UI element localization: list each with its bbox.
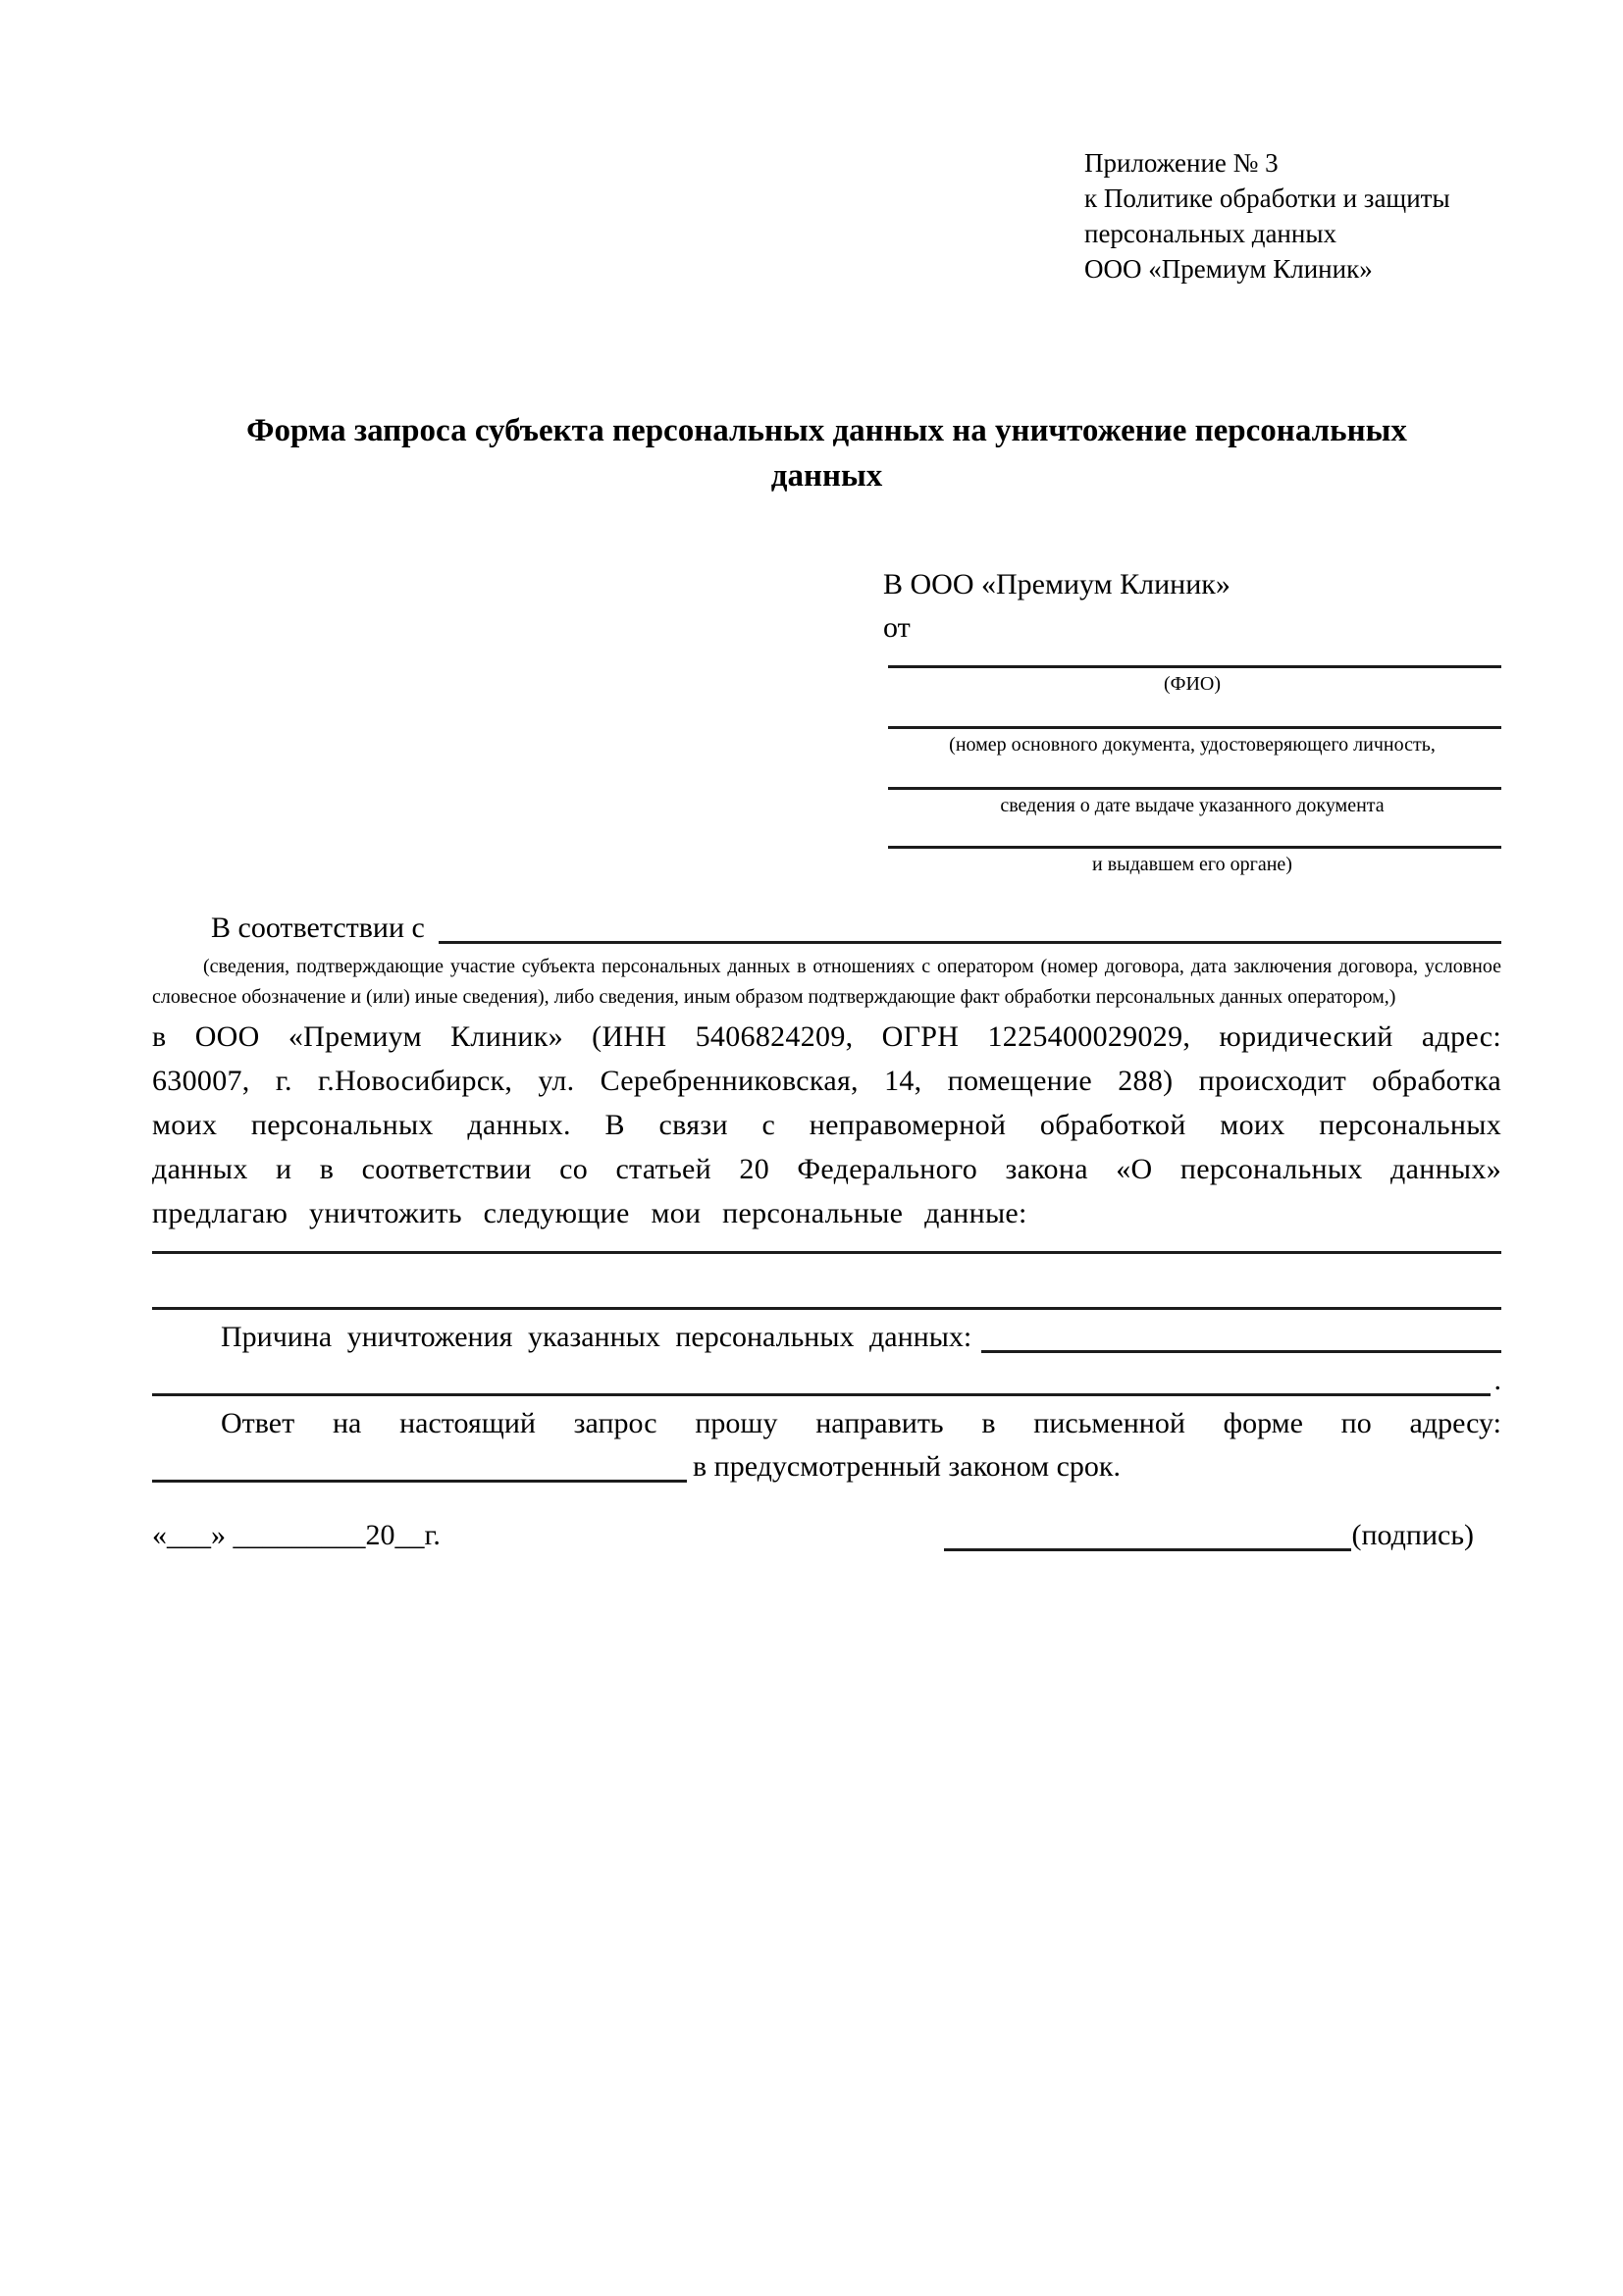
address-fill-line — [152, 1480, 687, 1483]
issuing-authority-field — [883, 818, 1501, 877]
appendix-line-2: к Политике обработки и защиты — [1084, 183, 1450, 213]
fio-field — [883, 650, 1501, 697]
response-sentence: Ответ на настоящий запрос прошу направить в письменной форме по адресу: — [221, 1407, 1501, 1439]
accordance-row — [152, 907, 1501, 950]
issue-date-caption: сведения о дате выдаче указанного документа — [1000, 795, 1385, 816]
response-tail-text: в предусмотренный законом срок. — [693, 1450, 1121, 1483]
sentence-end-period: . — [1493, 1364, 1501, 1396]
signature-group — [944, 1514, 1474, 1557]
accordance-fill-line — [439, 941, 1501, 944]
issue-date-fill-line — [888, 757, 1501, 790]
address-row — [152, 1445, 1501, 1488]
signature-fill-line — [944, 1548, 1351, 1551]
reason-fill-row — [152, 1359, 1501, 1402]
appendix-header — [1084, 145, 1501, 287]
date-signature-row — [152, 1514, 1501, 1557]
issue-date-field — [883, 757, 1501, 818]
recipient-block — [883, 563, 1501, 877]
recipient-organization: В ООО «Премиум Клиник» — [883, 568, 1230, 600]
identity-document-number-fill-line — [888, 697, 1501, 729]
accordance-label: В соответствии с — [211, 912, 425, 944]
appendix-line-3: персональных данных — [1084, 219, 1336, 248]
fio-caption: (ФИО) — [1163, 673, 1221, 695]
identity-document-number-field — [883, 697, 1501, 757]
appendix-line-4: ООО «Премиум Клиник» — [1084, 254, 1373, 284]
signature-caption: (подпись) — [1351, 1519, 1474, 1551]
issuing-authority-caption: и выдавшем его органе) — [1092, 854, 1292, 875]
reason-fill-line-2 — [152, 1393, 1491, 1396]
main-paragraph: в ООО «Премиум Клиник» (ИНН 5406824209, ОГРН 1225400029029, юридический адрес: 630007, г. г.Новосибирск, ул. Серебренниковская, 14, помещение 288) происходит обработка моих персональных данных. В связи с неправомерной обработкой моих персональных данных и в соответствии со статьей 20 Федерального закона «О персональных данных» предлагаю уничтожить следующие мои персональные данные: — [152, 1020, 1501, 1229]
personal-data-fill-line-1 — [152, 1235, 1501, 1254]
issuing-authority-fill-line — [888, 818, 1501, 849]
personal-data-fill-line-2 — [152, 1254, 1501, 1310]
appendix-line-1: Приложение № 3 — [1084, 148, 1279, 178]
identity-document-number-caption: (номер основного документа, удостоверяющего личность, — [949, 734, 1436, 756]
reason-fill-line — [981, 1350, 1501, 1353]
recipient-from-label: от — [883, 611, 911, 644]
reason-label: Причина уничтожения указанных персональных данных: — [221, 1321, 972, 1353]
accordance-note: (сведения, подтверждающие участие субъекта персональных данных в отношениях с оператором (номер договора, дата заключения договора, условное словесное обозначение и (или) иные сведения), либо сведения, иным образом подтверждающие факт обработки персональных данных оператором,) — [152, 956, 1501, 1008]
date-field: «___» _________20__г. — [152, 1519, 441, 1551]
fio-fill-line — [888, 650, 1501, 668]
document-title: Форма запроса субъекта персональных данных на уничтожение персональных данных — [246, 413, 1407, 494]
reason-row — [152, 1316, 1501, 1359]
